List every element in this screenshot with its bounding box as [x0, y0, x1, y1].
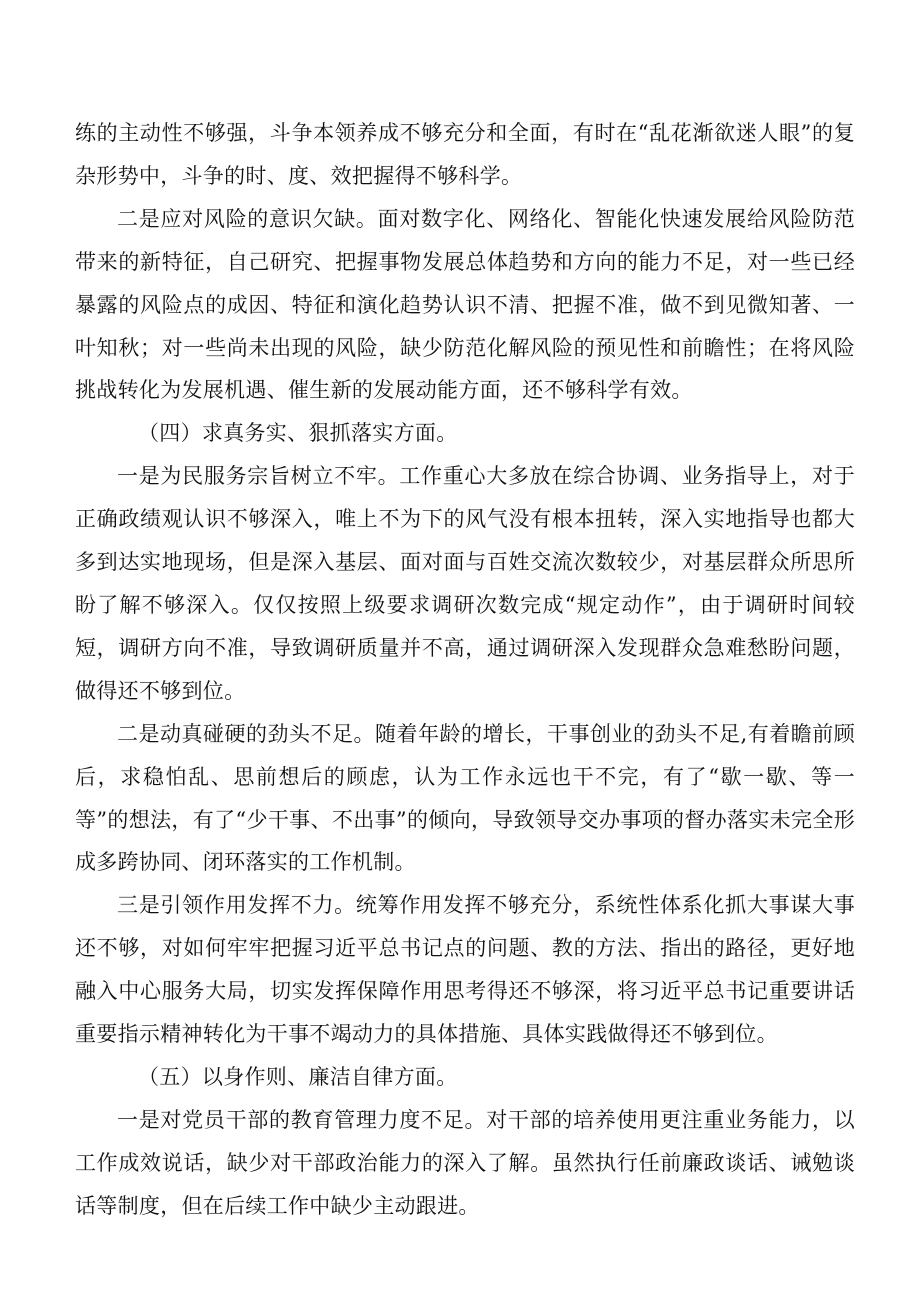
paragraph-risk-awareness: 二是应对风险的意识欠缺。面对数字化、网络化、智能化快速发展给风险防范带来的新特征，自己研究、把握事物发展总体趋势和方向的能力不足，对一些已经暴露的风险点的成因、特征和演化趋势认识不清、把握不准，做不到见微知著、一叶知秋；对一些尚未出现的风险，缺少防范化解风险的预见性和前瞻性；在将风险挑战转化为发展机遇、催生新的发展动能方面，还不够科学有效。	[75, 206, 855, 403]
paragraph-drive: 二是动真碰硬的劲头不足。随着年龄的增长，干事创业的劲头不足,有着瞻前顾后，求稳怕乱、思前想后的顾虑，认为工作永远也干不完，有了“歇一歇、等一等”的想法，有了“少干事、不出事”的倾向，导致领导交办事项的督办落实未完全形成多跨协同、闭环落实的工作机制。	[75, 721, 855, 875]
document-body	[75, 112, 855, 1228]
section-heading-4: （四）求真务实、狠抓落实方面。	[138, 421, 458, 446]
paragraph-service-purpose: 一是为民服务宗旨树立不牢。工作重心大多放在综合协调、业务指导上，对于正确政绩观认识不够深入，唯上不为下的风气没有根本扭转，深入实地指导也都大多到达实地现场，但是深入基层、面对面与百姓交流次数较少，对基层群众所思所盼了解不够深入。仅仅按照上级要求调研次数完成“规定动作”，由于调研时间较短，调研方向不准，导致调研质量并不高，通过调研深入发现群众急难愁盼问题，做得还不够到位。	[75, 464, 855, 703]
paragraph-leading-role: 三是引领作用发挥不力。统筹作用发挥不够充分，系统性体系化抓大事谋大事还不够，对如何牢牢把握习近平总书记点的问题、教的方法、指出的路径，更好地融入中心服务大局，切实发挥保障作用思考得还不够深，将习近平总书记重要讲话重要指示精神转化为干事不竭动力的具体措施、具体实践做得还不够到位。	[75, 893, 855, 1047]
paragraph-cadre-management: 一是对党员干部的教育管理力度不足。对干部的培养使用更注重业务能力，以工作成效说话，缺少对干部政治能力的深入了解。虽然执行任前廉政谈话、诫勉谈话等制度，但在后续工作中缺少主动跟进。	[75, 1107, 855, 1218]
section-heading-5: （五）以身作则、廉洁自律方面。	[138, 1064, 458, 1089]
paragraph-continuation: 练的主动性不够强，斗争本领养成不够充分和全面，有时在“乱花渐欲迷人眼”的复杂形势中，斗争的时、度、效把握得不够科学。	[75, 121, 855, 188]
